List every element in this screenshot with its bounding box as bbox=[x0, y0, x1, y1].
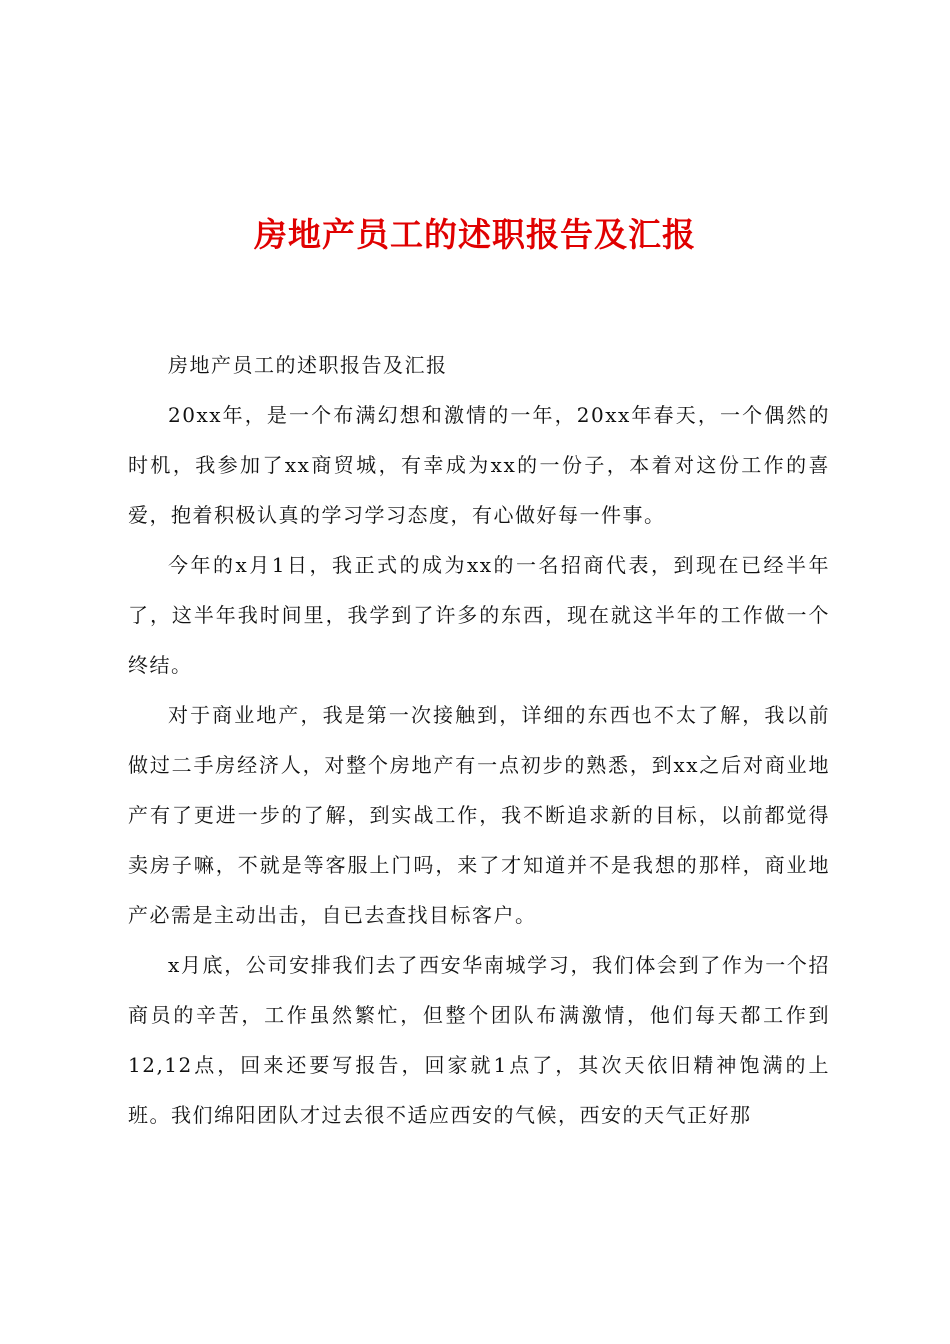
paragraph: 今年的x月1日，我正式的成为xx的一名招商代表，到现在已经半年了，这半年我时间里，我学到了许多的东西，现在就这半年的工作做一个终结。 bbox=[128, 553, 830, 677]
paragraph: 对于商业地产，我是第一次接触到，详细的东西也不太了解，我以前做过二手房经济人，对整个房地产有一点初步的熟悉，到xx之后对商业地产有了更进一步的了解，到实战工作，我不断追求新的目标，以前都觉得卖房子嘛，不就是等客服上门吗，来了才知道并不是我想的那样，商业地产必需是主动出击，自已去查找目标客户。 bbox=[128, 703, 830, 927]
document-body bbox=[128, 340, 830, 1140]
document-title: 房地产员工的述职报告及汇报 bbox=[254, 215, 696, 254]
paragraph: x月底，公司安排我们去了西安华南城学习，我们体会到了作为一个招商员的辛苦，工作虽然繁忙，但整个团队布满激情，他们每天都工作到12,12点，回来还要写报告，回家就1点了，其次天依旧精神饱满的上班。我们绵阳团队才过去很不适应西安的气候，西安的天气正好那 bbox=[128, 953, 830, 1127]
paragraph: 20xx年，是一个布满幻想和激情的一年，20xx年春天，一个偶然的时机，我参加了xx商贸城，有幸成为xx的一份子，本着对这份工作的喜爱，抱着积极认真的学习学习态度，有心做好每一件事。 bbox=[128, 403, 830, 527]
paragraph: 房地产员工的述职报告及汇报 bbox=[168, 353, 448, 377]
